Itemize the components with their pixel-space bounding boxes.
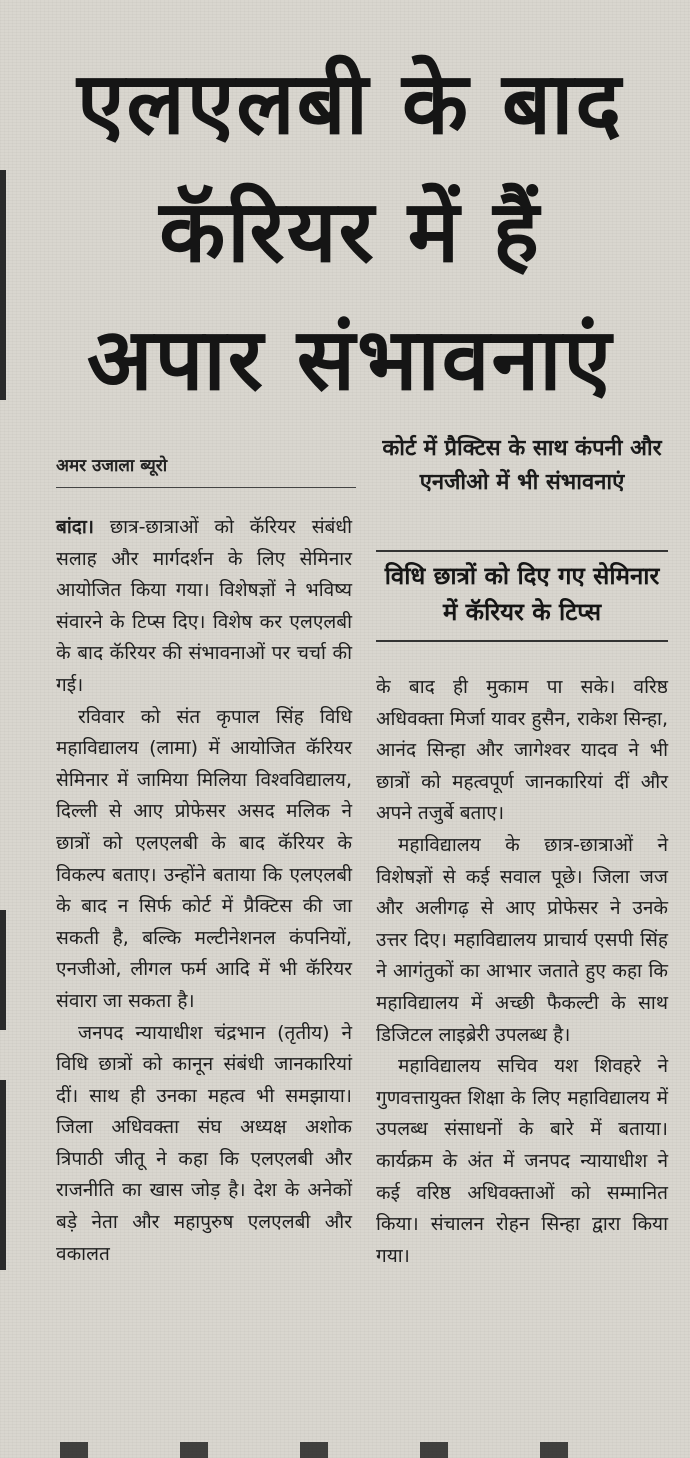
headline-line-2: कॅरियर में हैं: [159, 182, 541, 282]
headline: [30, 40, 670, 424]
left-edge-mark: [0, 1080, 6, 1270]
subhead-divider: [376, 640, 668, 642]
left-edge-mark: [0, 910, 6, 1030]
article-column-left: [56, 512, 352, 1270]
headline-line-3: अपार संभावनाएं: [86, 310, 614, 410]
article-paragraph: जनपद न्यायाधीश चंद्रभान (तृतीय) ने विधि छात्रों को कानून संबंधी जानकारियां दीं। साथ ही उनका महत्व भी समझाया। जिला अधिवक्ता संघ अध्यक्ष अशोक त्रिपाठी जीतू ने कहा कि एलएलबी और राजनीति का खास जोड़ है। देश के अनेकों बड़े नेता और महापुरुष एलएलबी और वकालत: [56, 1021, 352, 1265]
kicker: कोर्ट में प्रैक्टिस के साथ कंपनी और एनजीओ में भी संभावनाएं: [382, 436, 662, 495]
article-column-right: [376, 672, 668, 1272]
article-paragraph: रविवार को संत कृपाल सिंह विधि महाविद्यालय (लामा) में आयोजित कॅरियर सेमिनार में जामिया मिलिया विश्वविद्यालय, दिल्ली से आए प्रोफेसर असद मलिक ने छात्रों को एलएलबी के बाद कॅरियर के विकल्प बताए। उन्होंने बताया कि एलएलबी के बाद न सिर्फ कोर्ट में प्रैक्टिस की जा सकती है, बल्कि मल्टीनेशनल कंपनियों, एनजीओ, लीगल फर्म आदि में भी कॅरियर संवारा जा सकता है।: [56, 705, 352, 1012]
subheadline: विधि छात्रों को दिए गए सेमिनार में कॅरियर के टिप्स: [384, 562, 660, 626]
byline-divider: [56, 487, 356, 488]
article-paragraph: महाविद्यालय सचिव यश शिवहरे ने गुणवत्तायुक्त शिक्षा के लिए महाविद्यालय में उपलब्ध संसाधनों के बारे में बताया। कार्यक्रम के अंत में जनपद न्यायाधीश ने कई वरिष्ठ अधिवक्ताओं को सम्मानित किया। संचालन रोहन सिन्हा द्वारा किया गया।: [376, 1055, 668, 1267]
article-paragraph: महाविद्यालय के छात्र-छात्राओं ने विशेषज्ञों से कई सवाल पूछे। जिला जज और अलीगढ़ से आए प्रोफेसर ने उनके उत्तर दिए। महाविद्यालय प्राचार्य एसपी सिंह ने आगंतुकों का आभार जताते हुए कहा कि महाविद्यालय में अच्छी फैकल्टी के साथ डिजिटल लाइब्रेरी उपलब्ध है।: [376, 833, 668, 1046]
left-edge-mark: [0, 170, 6, 400]
next-headline-cut-off: [60, 1442, 660, 1458]
dateline: बांदा।: [56, 516, 94, 538]
headline-line-1: एलएलबी के बाद: [76, 54, 624, 154]
article-paragraph: के बाद ही मुकाम पा सके। वरिष्ठ अधिवक्ता मिर्जा यावर हुसैन, राकेश सिन्हा, आनंद सिन्हा और जागेश्वर यादव ने भी छात्रों को महत्वपूर्ण जानकारियां दीं और अपने तजुर्बे बताए।: [376, 676, 668, 825]
kicker-divider: [376, 550, 668, 552]
article-paragraph: बांदा। छात्र-छात्राओं को कॅरियर संबंधी सलाह और मार्गदर्शन के लिए सेमिनार आयोजित किया गया। विशेषज्ञों ने भविष्य संवारने के टिप्स दिए। विशेष कर एलएलबी के बाद कॅरियर की संभावनाओं पर चर्चा की गई।: [56, 516, 352, 696]
byline: अमर उजाला ब्यूरो: [56, 456, 168, 476]
